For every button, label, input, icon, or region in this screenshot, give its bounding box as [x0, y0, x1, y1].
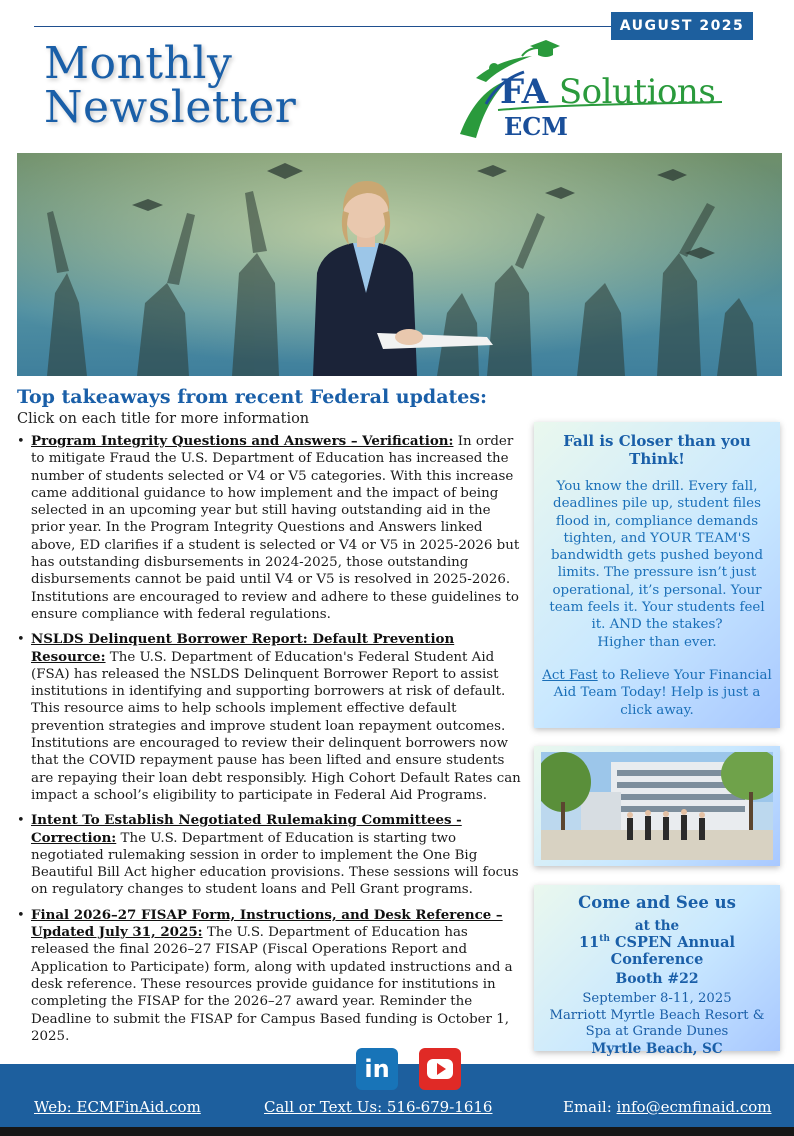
email-label: Email: — [563, 1098, 617, 1116]
fall-card-body — [542, 478, 772, 651]
linkedin-glyph: in — [364, 1055, 390, 1083]
event-venue: Marriott Myrtle Beach Resort & Spa at Grande Dunes — [549, 1007, 765, 1039]
event-conference-name — [540, 934, 774, 968]
youtube-play-icon — [419, 1048, 461, 1090]
hero-image — [17, 153, 782, 376]
item-body: The U.S. Department of Education's Federal Student Aid (FSA) has released the NSLDS Delinquent Borrower Report to assist institutions in identifying and supporting borrowers at risk of default. This resource aims to help schools implement effective default prevention strategies and improve student loan repayment outcomes. Institutions are encouraged to review their delinquent borrowers now that the COVID repayment pause has been lifted and ensure students are repaying their loan debt responsibly. High Cohort Default Rates can impact a school’s eligibility to participate in Federal Aid Programs. — [31, 649, 521, 803]
newsletter-title — [44, 38, 344, 133]
takeaways-subtitle: Click on each title for more information — [17, 411, 310, 427]
event-heading: Come and See us — [578, 893, 736, 912]
issue-date-badge: AUGUST 2025 — [611, 12, 753, 40]
phone-link[interactable]: Call or Text Us: 516-679-1616 — [264, 1098, 493, 1116]
takeaways-list — [17, 433, 526, 1053]
act-fast-link[interactable]: Act Fast — [542, 667, 598, 683]
event-booth: Booth #22 — [615, 971, 699, 987]
event-location: Myrtle Beach, SC — [591, 1040, 723, 1057]
bottom-bar — [0, 1127, 794, 1136]
title-line-2: Newsletter — [44, 82, 297, 133]
item-body: The U.S. Department of Education has released the final 2026–27 FISAP (Fiscal Operations Report and Application to Participate) form, along with updated instructions and a desk reference. These resources provide guidance for institutions in completing the FISAP for the 2026–27 award year. Reminder the Deadline to submit the FISAP for Campus Based funding is October 1, 2025. — [31, 925, 513, 1044]
title-line-1: Monthly — [44, 38, 233, 89]
logo-solutions-text: Solutions — [558, 72, 716, 112]
event-dates: September 8-11, 2025 — [582, 991, 732, 1006]
conference-card — [534, 885, 780, 1057]
cta-rest-text: to Relieve Your Financial Aid Team Today! Help is just a click away. — [553, 667, 772, 718]
item-title-link[interactable]: NSLDS Delinquent Borrower Report: Default Prevention Resource: — [31, 631, 455, 665]
linkedin-icon[interactable] — [356, 1048, 398, 1090]
item-title-link[interactable]: Program Integrity Questions and Answers – Verification: — [31, 433, 454, 449]
ordinal-number: 11 — [579, 934, 600, 951]
campus-photo-card — [534, 746, 780, 866]
fall-card-body-text: You know the drill. Every fall, deadlines pile up, student files flood in, compliance demands tighten, and YOUR TEAM'S bandwidth gets pushed beyond limits. The pressure isn’t just operational, it’s personal. Your team feels it. Your students feel it. AND the stakes? — [549, 479, 765, 633]
graduation-photo-illustration — [17, 153, 782, 376]
header-rule — [34, 26, 614, 27]
event-at-the: at the — [634, 918, 680, 934]
logo-wordmark — [500, 72, 715, 112]
item-body: The U.S. Department of Education is starting two negotiated rulemaking session in order to implement the One Big Beautiful Bill Act higher education provisions. These sessions will focus on regulatory changes to student loans and Pell Grant programs. — [31, 830, 519, 898]
fall-card-cta — [542, 667, 772, 719]
email-line — [563, 1098, 772, 1116]
fall-card-body-end: Higher than ever. — [597, 634, 717, 650]
item-body: In order to mitigate Fraud the U.S. Department of Education has increased the number of students selected or V4 or V5 categories. With this increase came additional guidance to how implement and the impact of being selected in an upcoming year but still having outstanding aid in the prior year. In the Program Integrity Questions and Answers linked above, ED clarifies if a student is selected or V4 or V5 in 2025-2026 but has outstanding disbursements in 2024-2025, those outstanding disbursements cannot be paid until V4 or V5 is resolved in 2025-2026. Institutions are encouraged to review and adhere to these guidelines to ensure compliance with federal regulations. — [31, 434, 520, 622]
logo-ecm-text: ECM — [504, 112, 568, 141]
item-title-link[interactable]: Intent To Establish Negotiated Rulemaking Committees - Correction: — [31, 812, 462, 846]
logo-fa-text: FA — [500, 72, 548, 112]
list-item — [17, 433, 526, 623]
list-item — [17, 907, 526, 1045]
conference-text: CSPEN Annual Conference — [609, 934, 735, 968]
fall-promo-card — [534, 422, 780, 728]
fall-card-title: Fall is Closer than you Think! — [563, 432, 751, 468]
item-title-link[interactable]: Final 2026–27 FISAP Form, Instructions, and Desk Reference – Updated July 31, 2025: — [31, 906, 503, 941]
website-link[interactable]: Web: ECMFinAid.com — [34, 1098, 201, 1116]
fa-solutions-logo — [450, 38, 740, 148]
campus-building-photo — [541, 752, 773, 860]
youtube-icon[interactable] — [419, 1048, 461, 1090]
list-item — [17, 631, 526, 804]
email-link[interactable]: info@ecmfinaid.com — [616, 1098, 772, 1116]
list-item — [17, 812, 526, 898]
ordinal-suffix: th — [599, 934, 610, 945]
takeaways-heading: Top takeaways from recent Federal updates: — [17, 386, 488, 408]
